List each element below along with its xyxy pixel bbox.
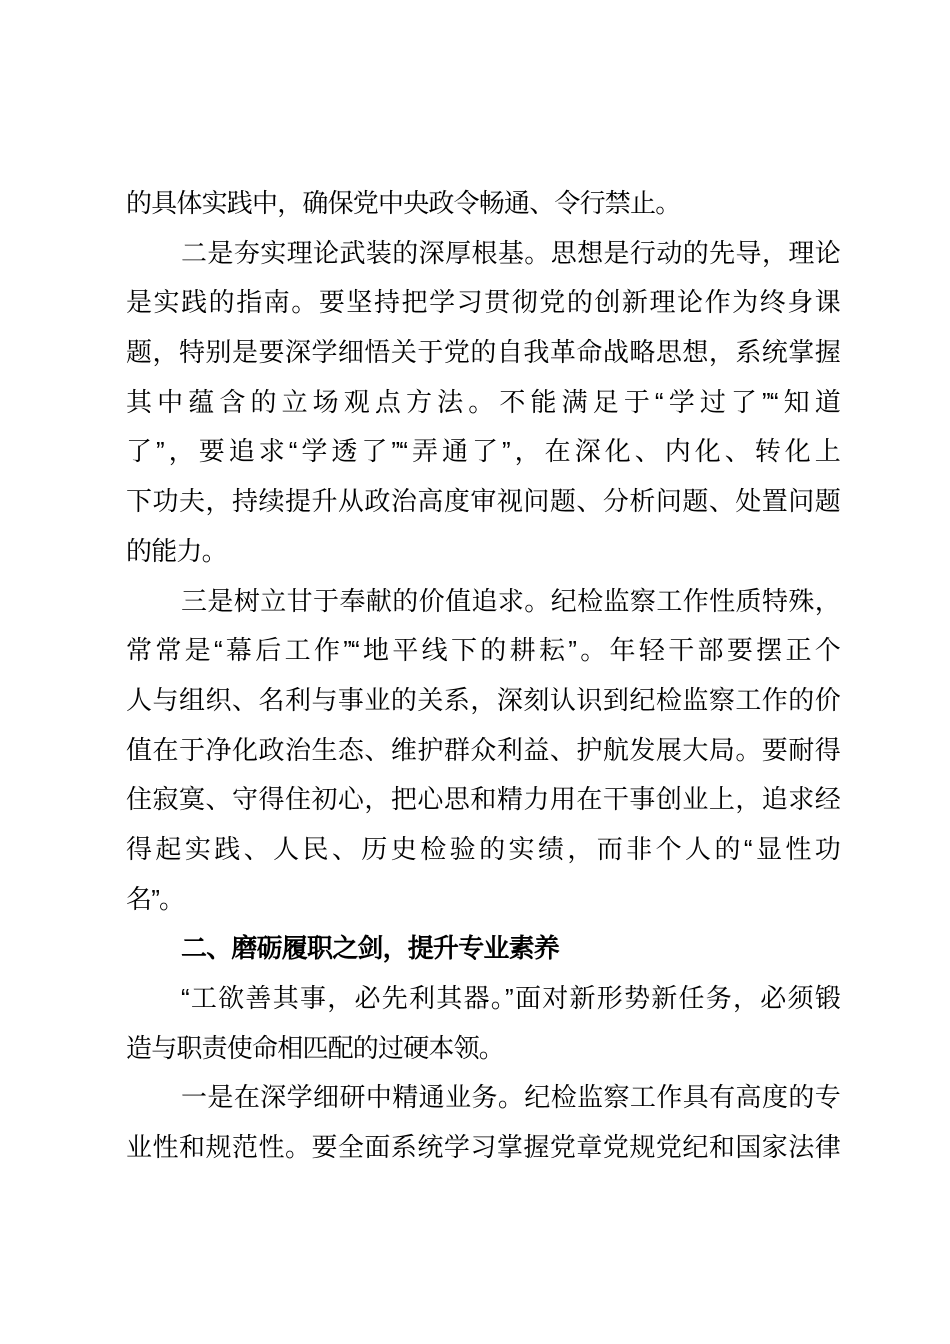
text-line: 值在于净化政治生态、维护群众利益、护航发展大局。要耐得 [126,734,840,765]
text-line: 常常是“幕后工作”“地平线下的耕耘”。年轻干部要摆正个 [126,635,840,666]
text-line: “工欲善其事，必先利其器。”面对新形势新任务，必须锻 [181,983,840,1013]
document-body-text [126,179,840,1173]
text-line: 了”，要追求“学透了”“弄通了”，在深化、内化、转化上 [126,436,840,467]
text-line: 是实践的指南。要坚持把学习贯彻党的创新理论作为终身课 [126,287,840,318]
text-line: 业性和规范性。要全面系统学习掌握党章党规党纪和国家法律 [126,1132,840,1163]
text-line: 三是树立甘于奉献的价值追求。纪检监察工作性质特殊， [181,585,840,616]
text-line: 名”。 [126,883,185,914]
text-line: 得起实践、人民、历史检验的实绩，而非个人的“显性功 [126,833,840,864]
section-heading: 二、磨砺履职之剑，提升专业素养 [181,933,560,964]
text-line: 其中蕴含的立场观点方法。不能满足于“学过了”“知道 [126,386,840,417]
text-line: 下功夫，持续提升从政治高度审视问题、分析问题、处置问题 [126,486,840,517]
text-line: 二是夯实理论武装的深厚根基。思想是行动的先导，理论 [181,237,840,268]
text-line: 题，特别是要深学细悟关于党的自我革命战略思想，系统掌握 [126,337,840,368]
text-line: 人与组织、名利与事业的关系，深刻认识到纪检监察工作的价 [126,684,840,715]
text-line: 的能力。 [126,535,227,566]
text-line: 的具体实践中，确保党中央政令畅通、令行禁止。 [126,188,681,218]
text-line: 造与职责使命相匹配的过硬本领。 [126,1032,505,1063]
text-line: 一是在深学细研中精通业务。纪检监察工作具有高度的专 [181,1082,840,1113]
text-line: 住寂寞、守得住初心，把心思和精力用在干事创业上，追求经 [126,784,840,815]
